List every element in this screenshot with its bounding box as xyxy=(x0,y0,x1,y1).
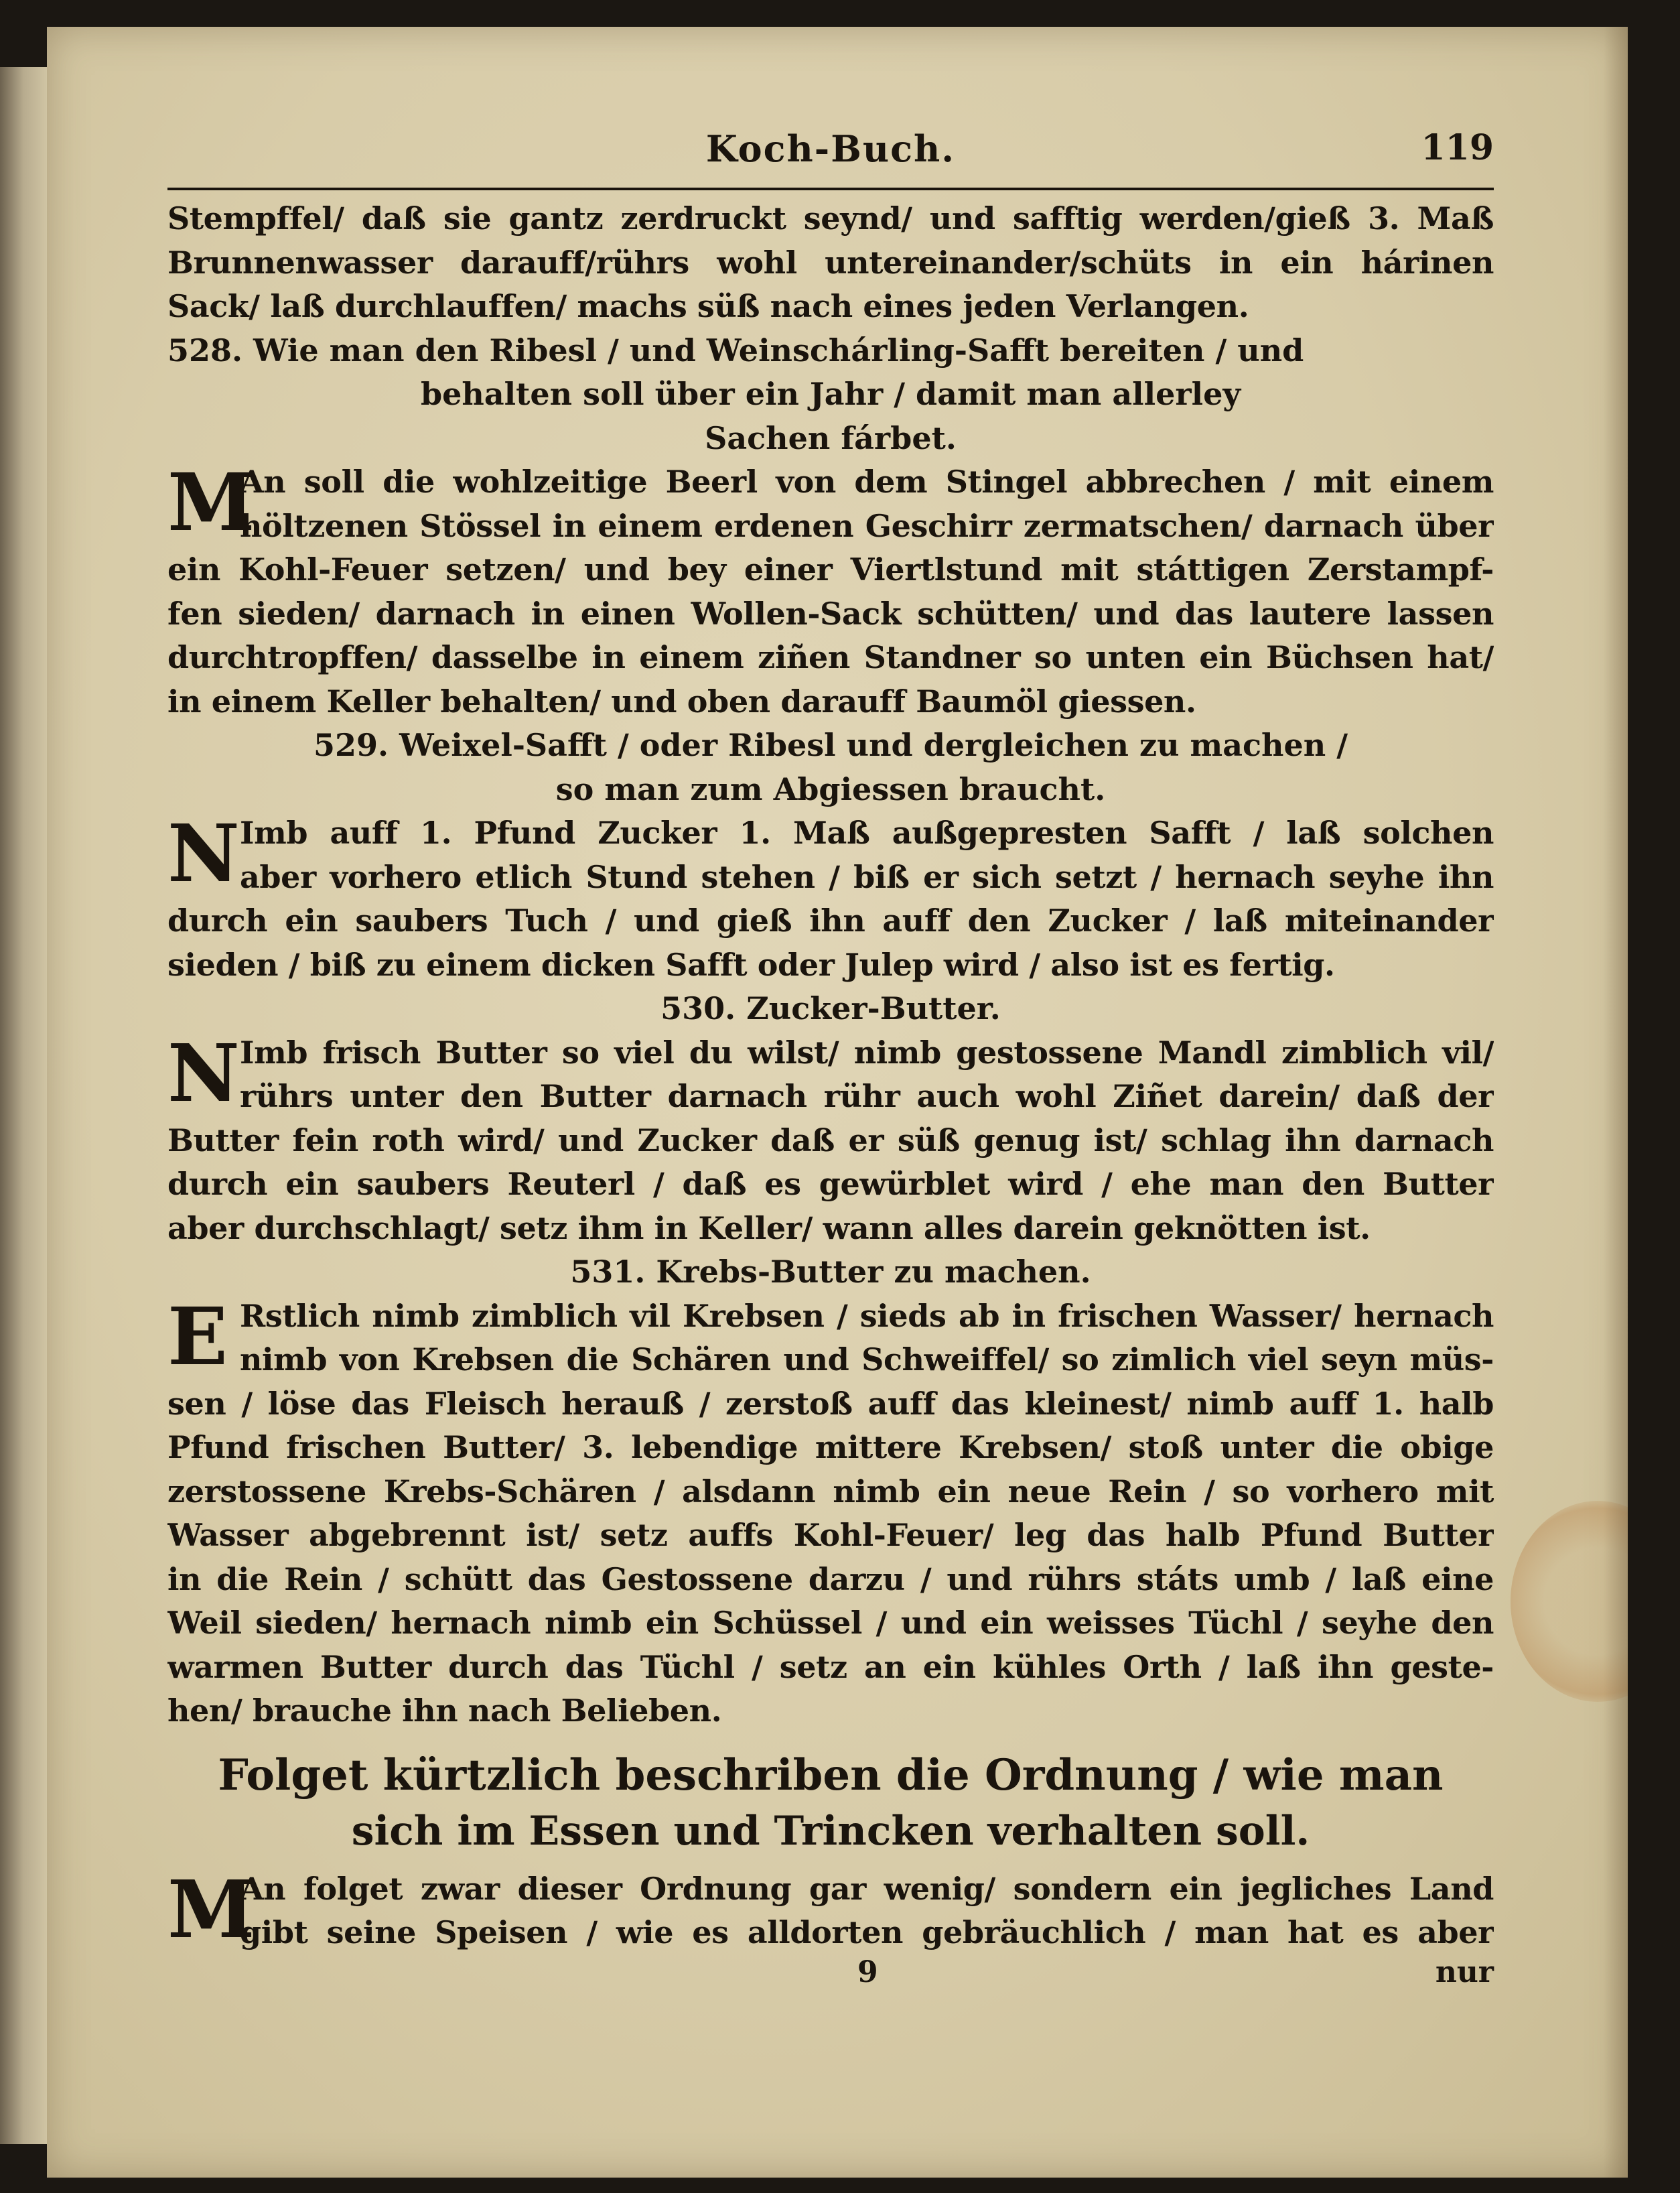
text-line: Brunnenwasser darauff/rührs wohl untereinander/schüts in ein hárinen xyxy=(167,244,1494,281)
recipe-530 xyxy=(167,987,1494,1250)
text-line: höltzenen Stössel in einem erdenen Geschirr zermatschen/ darnach über xyxy=(240,507,1494,544)
recipe-heading: 529. Weixel-Safft / oder Ribesl und dergleichen zu machen / xyxy=(313,727,1348,763)
recipe-body xyxy=(167,1031,1494,1251)
section-title: Folget kürtzlich beschriben die Ordnung / wie man xyxy=(218,1749,1444,1800)
recipe-heading: 528. Wie man den Ribesl / und Weinschárling-Safft bereiten / und xyxy=(167,332,1304,369)
drop-cap: M xyxy=(167,1867,255,1955)
intro-paragraph xyxy=(167,197,1494,329)
recipe-529 xyxy=(167,724,1494,987)
text-line: Weil sieden/ hernach nimb ein Schüssel / und ein weisses Tüchl / seyhe den xyxy=(167,1605,1494,1641)
text-line: Pfund frischen Butter/ 3. lebendige mittere Krebsen/ stoß unter die obige xyxy=(167,1429,1494,1465)
text-line: Imb frisch Butter so viel du wilst/ nimb gestossene Mandl zimblich vil/ xyxy=(240,1034,1494,1071)
recipe-heading: 530. Zucker-Butter. xyxy=(660,990,1001,1026)
text-line: in einem Keller behalten/ und oben darauff Baumöl giessen. xyxy=(167,683,1196,720)
page-footer xyxy=(167,1955,1494,2002)
text-line: sen / löse das Fleisch herauß / zerstoß auff das kleinest/ nimb auff 1. halb xyxy=(167,1385,1494,1422)
text-line: durchtropffen/ dasselbe in einem ziñen Standner so unten ein Büchsen hat/ xyxy=(167,639,1494,675)
text-line: Stempffel/ daß sie gantz zerdruckt seynd/ und safftig werden/gieß 3. Maß xyxy=(167,200,1494,237)
text-line: Wasser abgebrennt ist/ setz auffs Kohl-Feuer/ leg das halb Pfund Butter xyxy=(167,1517,1494,1553)
text-line: Sack/ laß durchlauffen/ machs süß nach eines jeden Verlangen. xyxy=(167,288,1249,324)
text-line: An soll die wohlzeitige Beerl von dem Stingel abbrechen / mit einem xyxy=(240,464,1494,500)
text-line: ein Kohl-Feuer setzen/ und bey einer Viertlstund mit státtigen Zerstampf- xyxy=(167,551,1494,588)
drop-cap: N xyxy=(167,1031,240,1120)
recipe-body xyxy=(167,460,1494,724)
page-number: 119 xyxy=(1421,127,1494,168)
signature-mark: 9 xyxy=(857,1954,878,1989)
text-line: sieden / biß zu einem dicken Safft oder Julep wird / also ist es fertig. xyxy=(167,946,1335,983)
recipe-heading: 531. Krebs-Butter zu machen. xyxy=(570,1254,1091,1290)
book-page xyxy=(47,27,1628,2178)
header-rule xyxy=(167,188,1494,190)
text-line: fen sieden/ darnach in einen Wollen-Sack schütten/ und das lautere lassen xyxy=(167,595,1494,632)
text-line: Imb auff 1. Pfund Zucker 1. Maß außgepresten Safft / laß solchen xyxy=(240,815,1494,851)
running-head xyxy=(167,107,1494,188)
text-line: Rstlich nimb zimblich vil Krebsen / sieds ab in frischen Wasser/ hernach xyxy=(240,1297,1494,1334)
text-line: rührs unter den Butter darnach rühr auch wohl Ziñet darein/ daß der xyxy=(240,1078,1494,1114)
text-line: aber durchschlagt/ setz ihm in Keller/ wann alles darein geknötten ist. xyxy=(167,1209,1371,1246)
recipe-heading: Sachen fárbet. xyxy=(705,419,957,456)
text-line: An folget zwar dieser Ordnung gar wenig/ sondern ein jegliches Land xyxy=(240,1870,1494,1907)
recipe-body xyxy=(167,1294,1494,1733)
recipe-heading: behalten soll über ein Jahr / damit man allerley xyxy=(420,376,1241,412)
section-ordnung xyxy=(167,1747,1494,1955)
running-title: Koch-Buch. xyxy=(705,127,956,170)
section-body xyxy=(167,1867,1494,1955)
text-line: gibt seine Speisen / wie es alldorten gebräuchlich / man hat es aber xyxy=(240,1914,1494,1950)
page-text-column xyxy=(167,107,1494,2002)
text-line: in die Rein / schütt das Gestossene darzu / und rührs státs umb / laß eine xyxy=(167,1560,1494,1597)
section-title: sich im Essen und Trincken verhalten soll. xyxy=(351,1807,1310,1855)
recipe-531 xyxy=(167,1250,1494,1733)
text-line: Butter fein roth wird/ und Zucker daß er süß genug ist/ schlag ihn darnach xyxy=(167,1122,1494,1158)
text-line: hen/ brauche ihn nach Belieben. xyxy=(167,1692,722,1729)
text-line: zerstossene Krebs-Schären / alsdann nimb ein neue Rein / so vorhero mit xyxy=(167,1473,1494,1510)
drop-cap: M xyxy=(167,460,255,549)
text-line: durch ein saubers Tuch / und gieß ihn auff den Zucker / laß miteinander xyxy=(167,903,1494,939)
text-line: aber vorhero etlich Stund stehen / biß er sich setzt / hernach seyhe ihn xyxy=(240,858,1494,895)
drop-cap: E xyxy=(167,1294,228,1383)
text-line: durch ein saubers Reuterl / daß es gewürblet wird / ehe man den Butter xyxy=(167,1166,1494,1202)
page-edge-shadow xyxy=(1604,27,1628,2178)
recipe-body xyxy=(167,811,1494,987)
text-line: nimb von Krebsen die Schären und Schweiffel/ so zimlich viel seyn müs- xyxy=(240,1341,1494,1378)
book-spine xyxy=(0,67,52,2144)
text-line: warmen Butter durch das Tüchl / setz an ein kühles Orth / laß ihn geste- xyxy=(167,1648,1494,1685)
recipe-528 xyxy=(167,329,1494,724)
drop-cap: N xyxy=(167,811,240,900)
recipe-heading: so man zum Abgiessen braucht. xyxy=(555,771,1106,807)
catchword: nur xyxy=(1435,1954,1494,1989)
